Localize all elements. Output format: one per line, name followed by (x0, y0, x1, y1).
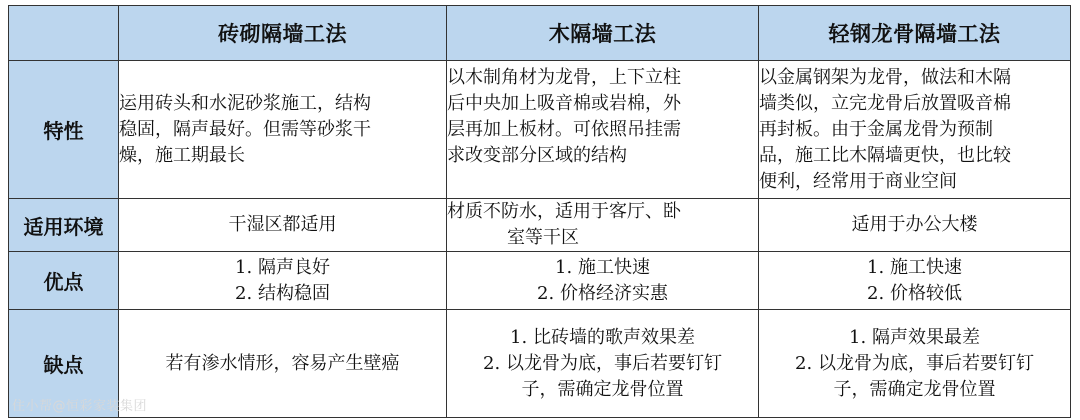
text-line: 便利，经常用于商业空间 (759, 170, 957, 192)
text-line: 1. 施工快速 (867, 256, 962, 278)
text-line: 子，需确定龙骨位置 (521, 378, 684, 400)
cell-advantages-brick (119, 252, 447, 310)
cell-disadvantages-light-steel (759, 310, 1071, 418)
cell-features-wood (447, 61, 759, 199)
watermark: 住小帮@恒彩家装集团 (12, 399, 148, 414)
text-line: 层再加上板材。可依照吊挂需 (447, 119, 681, 140)
text-line: 再封板。由于金属龙骨为预制 (759, 118, 993, 140)
cell-environment-brick (119, 199, 447, 252)
row-label-features: 特性 (9, 61, 119, 199)
cell-environment-wood (447, 199, 759, 252)
text-line: 干湿区都适用 (228, 214, 337, 235)
text-line: 2. 以龙骨为底，事后若要钉钉 (795, 352, 1034, 374)
header-wood-wall: 木隔墙工法 (447, 6, 759, 61)
cell-features-light-steel (759, 61, 1071, 199)
text-line: 1. 比砖墙的歌声效果差 (510, 326, 695, 348)
text-line: 品，施工比木隔墙更快，也比较 (759, 144, 1011, 166)
text-line: 运用砖头和水泥砂浆施工，结构 (119, 92, 371, 114)
cell-disadvantages-brick (119, 310, 447, 418)
text-line: 若有渗水情形，容易产生壁癌 (165, 352, 400, 374)
text-line: 求改变部分区域的结构 (447, 145, 627, 166)
text-line: 适用于办公大楼 (851, 214, 978, 235)
text-line: 2. 以龙骨为底，事后若要钉钉 (483, 352, 722, 374)
cell-features-brick (119, 61, 447, 199)
cell-advantages-wood (447, 252, 759, 310)
table-row-features (9, 61, 1071, 199)
text-line: 2. 价格较低 (867, 282, 962, 304)
table-row-disadvantages (9, 310, 1071, 418)
text-line: 2. 结构稳固 (235, 282, 330, 304)
text-line: 墙类似，立完龙骨后放置吸音棉 (759, 92, 1011, 114)
text-line: 后中央加上吸音棉或岩棉，外 (447, 93, 681, 114)
text-line: 室等干区 (507, 227, 579, 248)
table-row-environment (9, 199, 1071, 252)
comparison-table-wrapper (8, 5, 1071, 418)
table-corner-cell (9, 6, 119, 61)
cell-advantages-light-steel (759, 252, 1071, 310)
text-line: 子，需确定龙骨位置 (833, 378, 996, 400)
text-line: 1. 施工快速 (555, 256, 650, 278)
text-line: 1. 隔声良好 (235, 256, 330, 278)
text-line: 材质不防水，适用于客厅、卧 (447, 201, 681, 222)
header-brick-wall: 砖砌隔墙工法 (119, 6, 447, 61)
row-label-environment: 适用环境 (9, 199, 119, 252)
text-line: 2. 价格经济实惠 (537, 282, 668, 304)
text-line: 稳固，隔声最好。但需等砂浆干 (119, 118, 371, 140)
header-light-steel-wall: 轻钢龙骨隔墙工法 (759, 6, 1071, 61)
table-row-advantages (9, 252, 1071, 310)
partition-wall-comparison-table (8, 5, 1071, 418)
cell-environment-light-steel (759, 199, 1071, 252)
text-line: 1. 隔声效果最差 (849, 326, 980, 348)
cell-disadvantages-wood (447, 310, 759, 418)
text-line: 以木制角材为龙骨，上下立柱 (447, 67, 681, 88)
text-line: 以金属钢架为龙骨，做法和木隔 (759, 66, 1011, 88)
row-label-advantages: 优点 (9, 252, 119, 310)
text-line: 燥，施工期最长 (119, 144, 245, 166)
row-label-disadvantages: 缺点 (9, 310, 119, 418)
table-header-row (9, 6, 1071, 61)
